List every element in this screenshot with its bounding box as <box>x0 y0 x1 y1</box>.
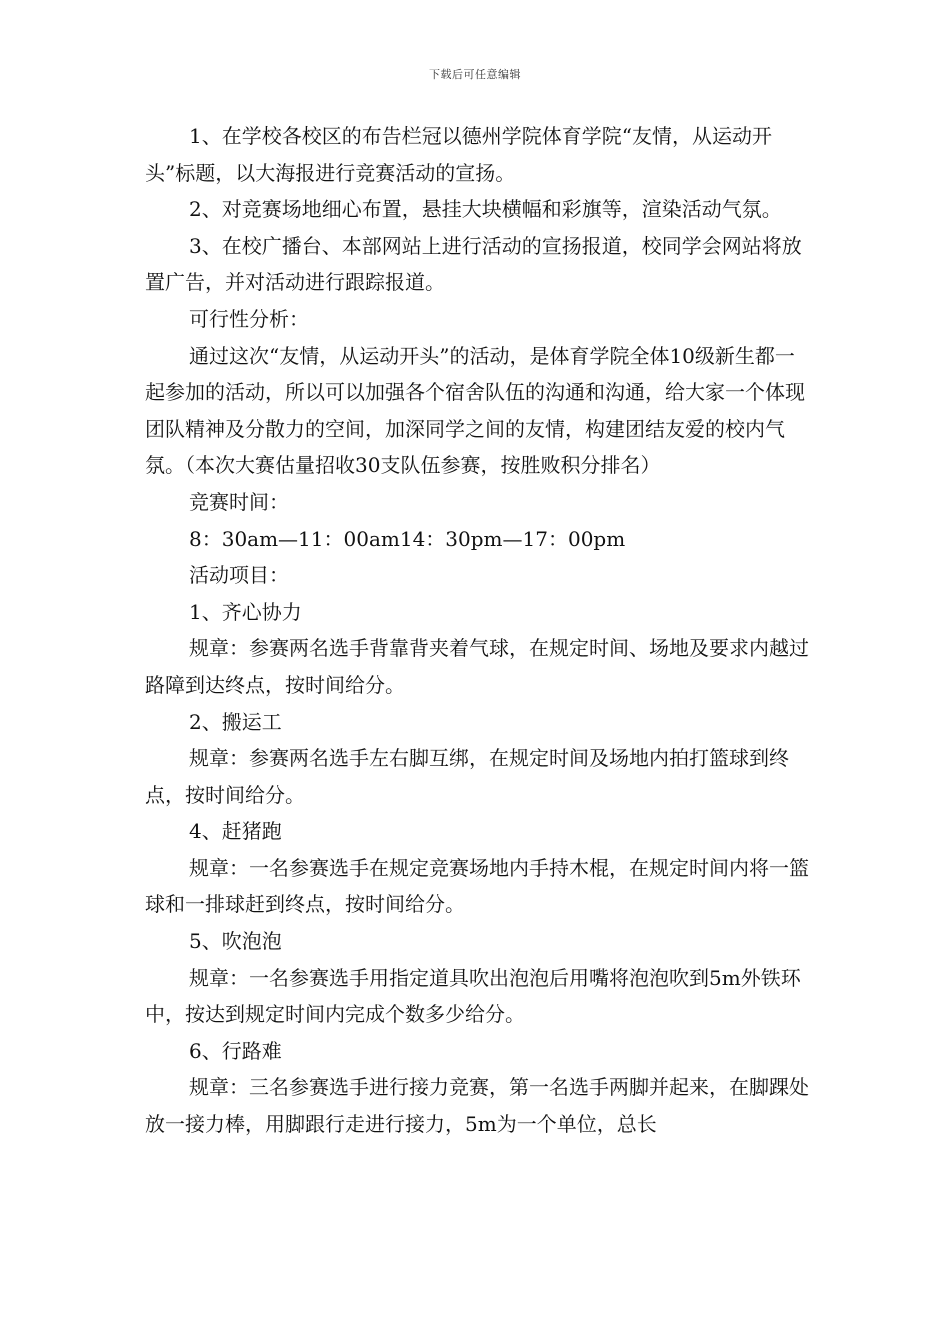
event-rule-6: 规章：三名参赛选手进行接力竞赛，第一名选手两脚并起来，在脚踝处放一接力棒，用脚跟行走进行接力，5m为一个单位，总长 <box>145 1075 809 1137</box>
event-title-2: 2、搬运工 <box>189 709 282 734</box>
paragraph-publicity-2: 2、对竞赛场地细心布置，悬挂大块横幅和彩旗等，渲染活动气氛。 <box>189 197 782 222</box>
event-rule-4: 规章：一名参赛选手在规定竞赛场地内手持木棍，在规定时间内将一篮球和一排球赶到终点，按时间给分。 <box>145 855 809 917</box>
event-title-6: 6、行路难 <box>189 1038 282 1063</box>
event-rule-5: 规章：一名参赛选手用指定道具吹出泡泡后用嘴将泡泡吹到5m外铁环中，按达到规定时间内完成个数多少给分。 <box>145 965 801 1027</box>
paragraph-publicity-3: 3、在校广播台、本部网站上进行活动的宣扬报道，校同学会网站将放置广告，并对活动进行跟踪报道。 <box>145 233 802 295</box>
event-rule-1: 规章：参赛两名选手背靠背夹着气球，在规定时间、场地及要求内越过路障到达终点，按时间给分。 <box>145 636 809 697</box>
document-body <box>145 118 810 1143</box>
paragraph-feasibility: 通过这次“友情，从运动开头”的活动，是体育学院全体10级新生都一起参加的活动，所以可以加强各个宿舍队伍的沟通和沟通，给大家一个体现团队精神及分散力的空间，加深同学之间的友情，构建团结友爱的校内气氛。（本次大赛估量招收30支队伍参赛，按胜败积分排名） <box>145 343 805 478</box>
event-title-1: 1、齐心协力 <box>189 599 302 624</box>
paragraph-publicity-1: 1、在学校各校区的布告栏冠以德州学院体育学院“友情，从运动开头”标题，以大海报进行竞赛活动的宣扬。 <box>145 124 772 185</box>
event-rule-2: 规章：参赛两名选手左右脚互绑，在规定时间及场地内拍打篮球到终点，按时间给分。 <box>145 746 789 807</box>
event-title-4: 4、赶猪跑 <box>189 819 282 844</box>
page-header: 下载后可任意编辑 <box>429 68 521 81</box>
heading-time: 竞赛时间： <box>189 489 289 514</box>
heading-events: 活动项目： <box>189 563 289 588</box>
heading-feasibility: 可行性分析： <box>189 306 309 331</box>
event-title-5: 5、吹泡泡 <box>189 929 282 954</box>
paragraph-time: 8：30am—11：00am14：30pm—17：00pm <box>189 526 626 551</box>
